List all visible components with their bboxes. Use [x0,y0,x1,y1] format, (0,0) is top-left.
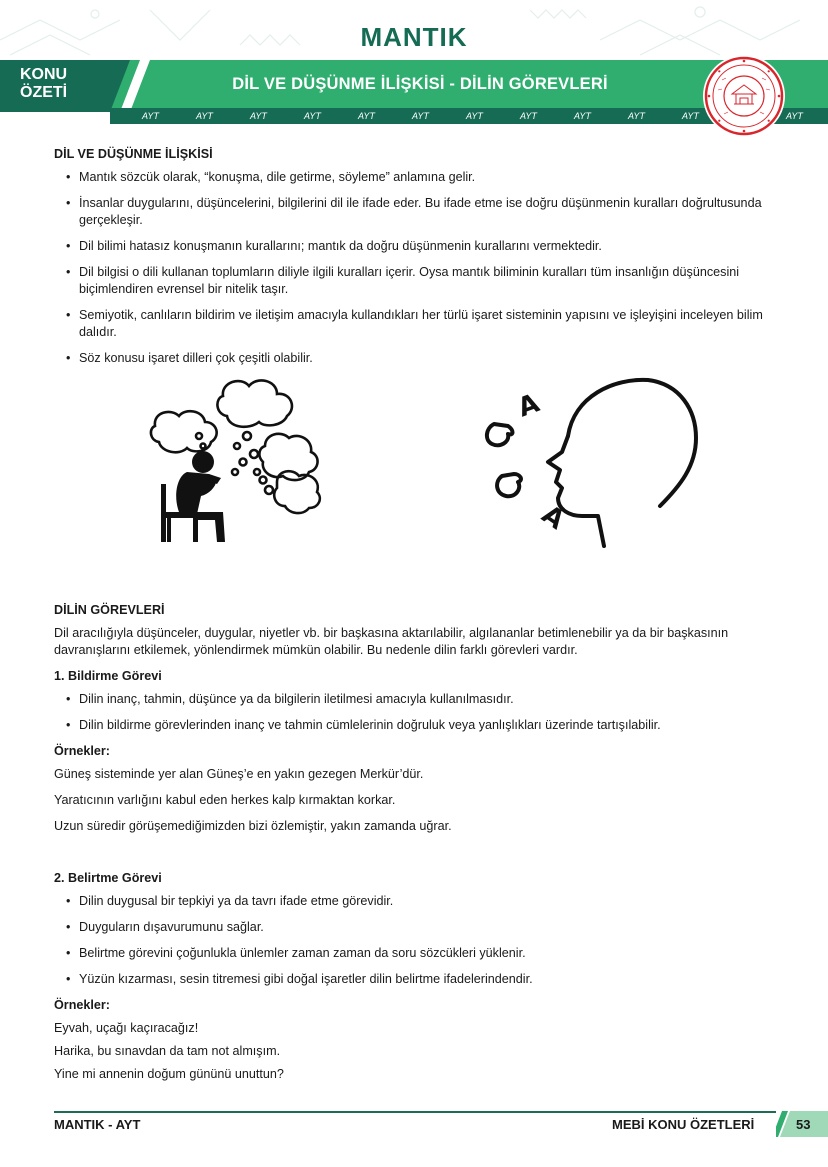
examples-label: Örnekler: [54,998,110,1012]
example-line: Yine mi annenin doğum gününü unuttun? [54,1067,284,1081]
footer-subject: MANTIK - AYT [54,1117,141,1132]
page-title: DİL VE DÜŞÜNME İLİŞKİSİ - DİLİN GÖREVLERİ [232,75,608,93]
list-item: • Semiyotik, canlıların bildirim ve iletişim amacıyla kullandıkları her türlü işaret sisteminin yapısını ve işleyişini inceleyen bilim dalıdır. [54,307,776,341]
list-item: • Dilin bildirme görevlerinden inanç ve tahmin cümlelerinin doğruluk veya yanlışlıkları üzerinde tartışılabilir. [54,717,776,734]
subheading-belirtme: 2. Belirtme Görevi [54,871,162,885]
examples-label: Örnekler: [54,744,110,758]
example-line: Harika, bu sınavdan da tam not almışım. [54,1044,281,1058]
section1-list [54,169,776,367]
ayt-label: AYT [412,111,429,121]
subject-title: MANTIK [360,22,468,52]
bildirme-list [54,691,776,734]
ayt-label: AYT [358,111,375,121]
list-item: • Yüzün kızarması, sesin titremesi gibi doğal işaretler dilin belirtme ifadelerindendir. [54,971,776,988]
example-line: Eyvah, uçağı kaçıracağız! [54,1021,199,1035]
list-item: • Söz konusu işaret dilleri çok çeşitli olabilir. [54,350,776,367]
section-heading-dilin-gorevleri: DİLİN GÖREVLERİ [54,603,165,617]
thinking-person-icon [139,376,324,546]
ayt-label: AYT [786,111,803,121]
list-item: • Dil bilimi hatasız konuşmanın kurallarını; mantık da doğru düşünmenin kurallarını vermektedir. [54,238,776,255]
example-line: Güneş sisteminde yer alan Güneş’e en yakın gezegen Merkür’dür. [54,767,424,781]
list-item: • Mantık sözcük olarak, “konuşma, dile getirme, söyleme” anlamına gelir. [54,169,776,186]
badge-line-1: KONU [20,66,68,83]
ayt-label: AYT [304,111,321,121]
speaking-head-icon [474,376,704,556]
list-item: • Dilin duygusal bir tepkiyi ya da tavrı ifade etme görevidir. [54,893,776,910]
list-item: • Belirtme görevini çoğunlukla ünlemler zaman zaman da soru sözcükleri yüklenir. [54,945,776,962]
ayt-label: AYT [250,111,267,121]
list-item: • Duyguların dışavurumunu sağlar. [54,919,776,936]
ayt-label: AYT [574,111,591,121]
ayt-label: AYT [196,111,213,121]
ayt-label: AYT [628,111,645,121]
list-item: • Dilin inanç, tahmin, düşünce ya da bilgilerin iletilmesi amacıyla kullanılmasıdır. [54,691,776,708]
footer-divider [54,1111,776,1113]
ayt-label: AYT [142,111,159,121]
section-heading-dil-ve-dusunme: DİL VE DÜŞÜNME İLİŞKİSİ [54,147,213,161]
page-number: 53 [796,1117,811,1132]
ayt-label: AYT [520,111,537,121]
section2-intro: Dil aracılığıyla düşünceler, duygular, niyetler vb. bir başkasına aktarılabilir, algılananlar betimlenebilir ya da bir başkasının davranışlarını etkilemek, yönlendirmek mümkün olabilir. Bu nedenle dilin farklı görevleri vardır. [54,626,729,657]
ayt-label: AYT [466,111,483,121]
illustrations [54,376,776,588]
subheading-bildirme: 1. Bildirme Görevi [54,669,162,683]
content [54,146,776,1089]
example-line: Uzun süredir görüşemediğimizden bizi özlemiştir, yakın zamanda uğrar. [54,819,452,833]
ayt-label: AYT [682,111,699,121]
list-item: • İnsanlar duygularını, düşüncelerini, bilgilerini dil ile ifade eder. Bu ifade etme ise doğru düşünmenin kuralları doğrultusunda gerçekleşir. [54,195,776,229]
footer-series: MEBİ KONU ÖZETLERİ [612,1117,755,1132]
badge-line-2: ÖZETİ [20,84,68,101]
example-line: Yaratıcının varlığını kabul eden herkes kalp kırmaktan korkar. [54,793,396,807]
konu-ozeti-badge [20,66,67,102]
belirtme-list [54,893,776,988]
speech-letter: A [514,388,544,424]
meb-seal-icon [702,54,786,138]
list-item: • Dil bilgisi o dili kullanan toplumların diliyle ilgili kuralları içerir. Oysa mantık biliminin kuralları tüm insanlığın düşüncesini biçimlendiren evrensel bir nitelik taşır. [54,264,776,298]
speech-letter: A [536,499,570,536]
